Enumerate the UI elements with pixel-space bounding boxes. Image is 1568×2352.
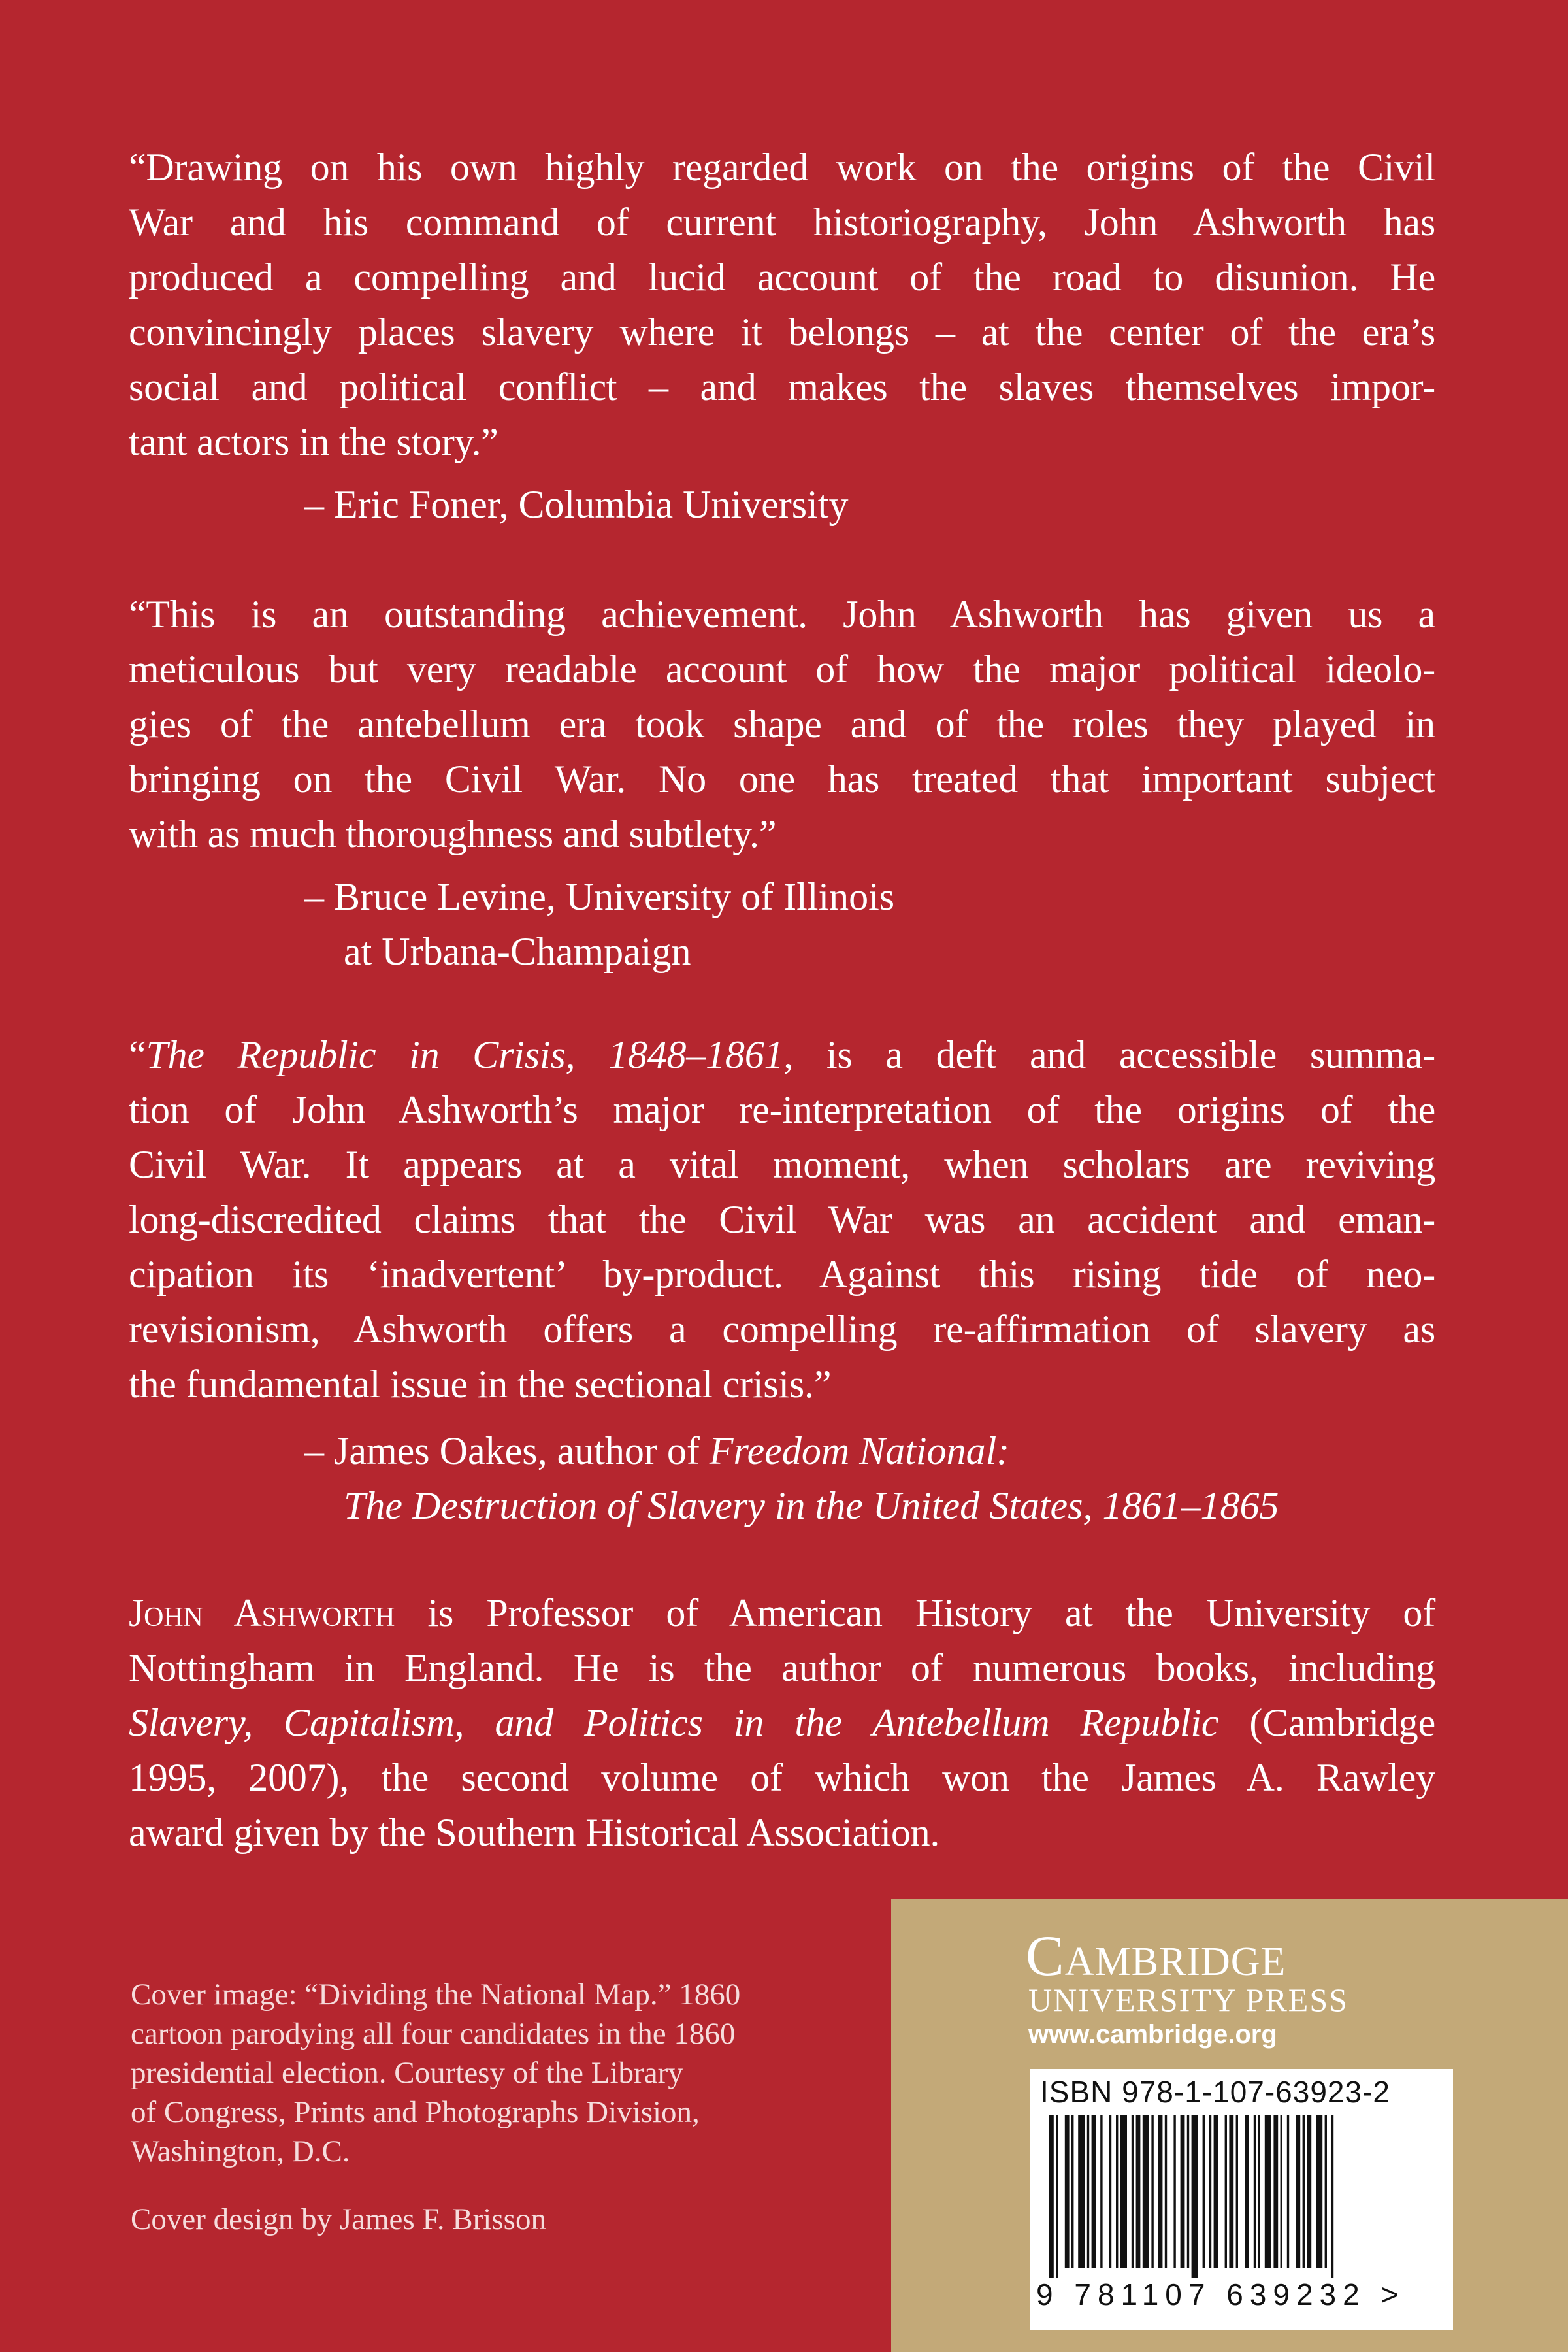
quote-line: meticulous but very readable account of how the major political ideolo-: [129, 648, 1435, 691]
book-title: The Republic in Crisis, 1848–1861: [146, 1033, 784, 1076]
author-bio: [129, 1585, 1435, 1860]
barcode-digits: 9 781107 639232 >: [1036, 2277, 1405, 2311]
quote-line: tion of John Ashworth’s major re-interpretation of the origins of the: [129, 1088, 1435, 1131]
author-name: John Ashworth: [129, 1591, 395, 1634]
quote-line: gies of the antebellum era took shape and of the roles they played in: [129, 703, 1435, 746]
quote-line: “Drawing on his own highly regarded work on the origins of the Civil: [129, 146, 1435, 189]
isbn-barcode: [1030, 2069, 1453, 2330]
cover-design-credit: Cover design by James F. Brisson: [131, 2202, 546, 2236]
quote-line: tant actors in the story.”: [129, 420, 498, 463]
quote-line: cipation its ‘inadvertent’ by-product. Against this rising tide of neo-: [129, 1253, 1435, 1296]
quote-line: produced a compelling and lucid account of the road to disunion. He: [129, 256, 1435, 299]
quote-line: “This is an outstanding achievement. John Ashworth has given us a: [129, 593, 1435, 636]
quote-line: convincingly places slavery where it belongs – at the center of the era’s: [129, 310, 1435, 354]
publisher-subtitle: UNIVERSITY PRESS: [1028, 1981, 1348, 2018]
quote-attribution: – Eric Foner, Columbia University: [304, 483, 849, 526]
quote-foner: [129, 140, 1435, 469]
quote-attribution: – Bruce Levine, University of Illinois at Urbana-Champaign: [304, 875, 895, 973]
publisher-panel: [891, 1899, 1568, 2352]
quote-line: long-discredited claims that the Civil War was an accident and eman-: [129, 1198, 1435, 1241]
bio-line: award given by the Southern Historical Association.: [129, 1811, 940, 1854]
quote-line: War and his command of current historiography, John Ashworth has: [129, 201, 1435, 244]
barcode-icon: [1049, 2115, 1435, 2278]
bio-line: 1995, 2007), the second volume of which won the James A. Rawley: [129, 1756, 1435, 1799]
publisher-name: Cambridge: [1026, 1925, 1286, 1988]
quote-line: with as much thoroughness and subtlety.”: [129, 812, 777, 855]
quote-line: social and political conflict – and makes the slaves themselves impor-: [129, 365, 1435, 408]
quote-line: bringing on the Civil War. No one has treated that important subject: [129, 757, 1435, 801]
quote-line: revisionism, Ashworth offers a compelling re-affirmation of slavery as: [129, 1308, 1435, 1351]
bio-line: Slavery, Capitalism, and Politics in the Antebellum Republic (Cambridge: [129, 1701, 1435, 1744]
bio-line: Nottingham in England. He is the author of numerous books, including: [129, 1646, 1435, 1689]
quote-levine: [129, 587, 1435, 861]
cover-image-credit: Cover image: “Dividing the National Map.” 1860 cartoon parodying all four candidates in the 1860 presidential election. Courtesy of the Library of Congress, Prints and Photographs Division, Washington, D.C.: [131, 1978, 741, 2168]
quote-oakes: [129, 1027, 1435, 1412]
publisher-url: www.cambridge.org: [1028, 2020, 1277, 2049]
bio-line: John Ashworth is Professor of American History at the University of: [129, 1591, 1435, 1634]
quote-line: the fundamental issue in the sectional crisis.”: [129, 1363, 832, 1406]
quote-line: “The Republic in Crisis, 1848–1861, is a deft and accessible summa-: [129, 1033, 1435, 1076]
quote-line: Civil War. It appears at a vital moment, when scholars are reviving: [129, 1143, 1435, 1186]
isbn-label: ISBN 978-1-107-63923-2: [1040, 2075, 1390, 2109]
quote-attribution: – James Oakes, author of Freedom National: The Destruction of Slavery in the United States, 1861–1865: [304, 1429, 1279, 1527]
